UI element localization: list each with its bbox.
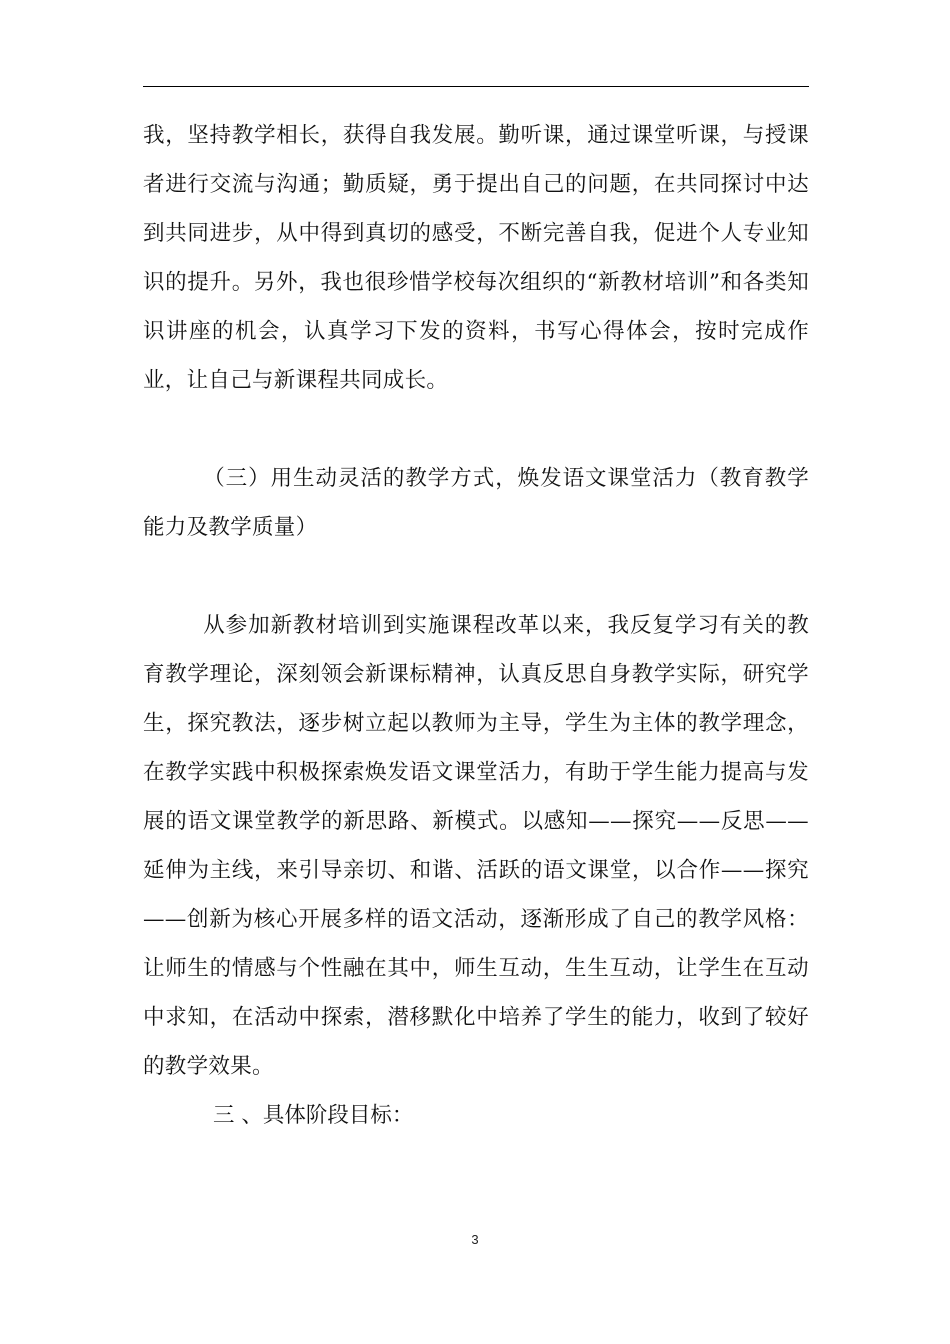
header-rule [143,86,809,87]
paragraph-teaching-method: 从参加新教材培训到实施课程改革以来，我反复学习有关的教育教学理论，深刻领会新课标精神，认真反思自身教学实际，研究学生，探究教法，逐步树立起以教师为主导，学生为主体的教学理念，在教学实践中积极探索焕发语文课堂活力，有助于学生能力提高与发展的语文课堂教学的新思路、新模式。以感知——探究——反思——延伸为主线，来引导亲切、和谐、活跃的语文课堂，以合作——探究——创新为核心开展多样的语文活动，逐渐形成了自己的教学风格：让师生的情感与个性融在其中，师生互动，生生互动，让学生在互动中求知，在活动中探索，潜移默化中培养了学生的能力，收到了较好的教学效果。 [143,613,809,1079]
page-number: 3 [471,1232,479,1247]
paragraph-continuation: 我，坚持教学相长，获得自我发展。勤听课，通过课堂听课，与授课者进行交流与沟通；勤质疑，勇于提出自己的问题，在共同探讨中达到共同进步，从中得到真切的感受，不断完善自我，促进个人专业知识的提升。另外，我也很珍惜学校每次组织的“新教材培训”和各类知识讲座的机会，认真学习下发的资料，书写心得体会，按时完成作业，让自己与新课程共同成长。 [143,123,809,393]
section-heading-goals: 三 、具体阶段目标： [213,1103,414,1128]
section-heading-3: （三）用生动灵活的教学方式，焕发语文课堂活力（教育教学能力及教学质量） [143,466,809,540]
page-content [143,111,809,1140]
